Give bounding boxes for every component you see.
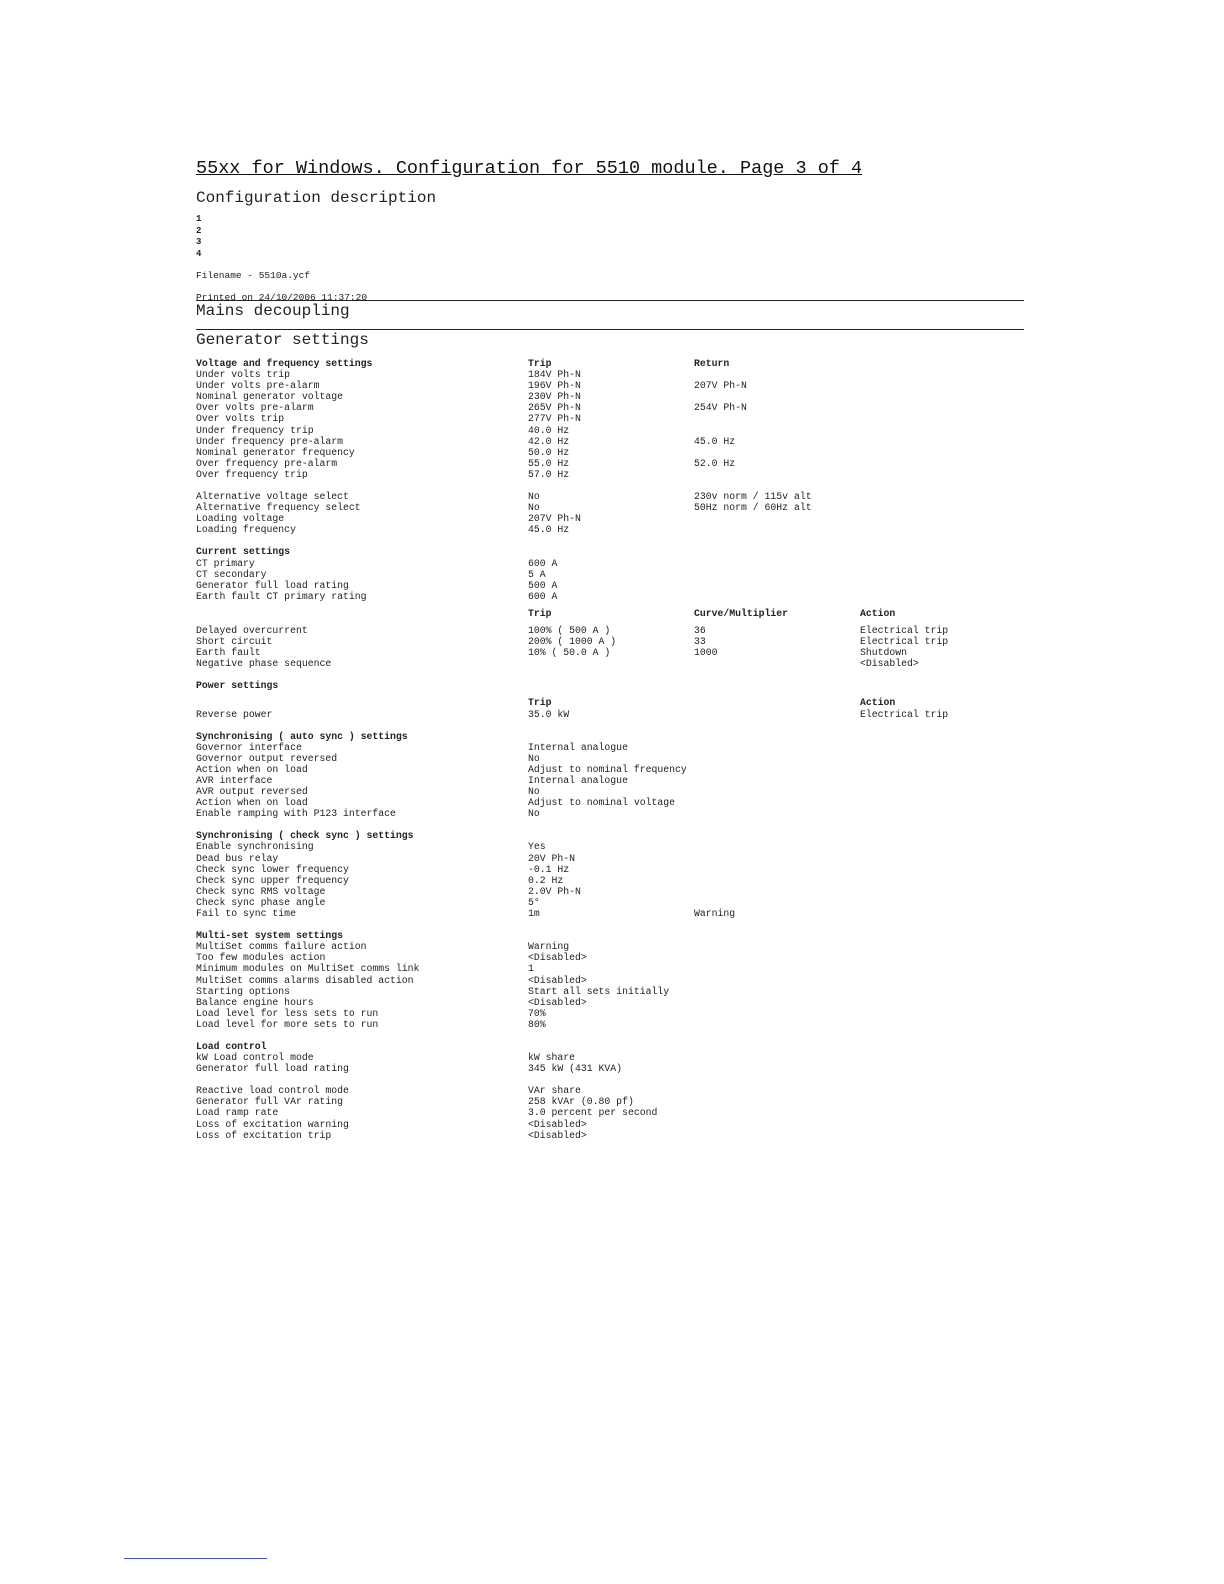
setting-label: kW Load control mode [196, 1052, 314, 1064]
setting-value: 55.0 Hz [528, 457, 570, 469]
setting-extra [694, 853, 860, 864]
table-row [196, 591, 1024, 602]
setting-label: Generator full load rating [196, 1063, 349, 1075]
page-title: 55xx for Windows. Configuration for 5510 module. Page 3 of 4 [196, 158, 863, 179]
column-header-trip: Trip [528, 697, 552, 709]
setting-label: Check sync RMS voltage [196, 885, 326, 897]
setting-label: Loading voltage [196, 513, 285, 525]
setting-value: 196V Ph-N [528, 380, 581, 392]
settings-table [196, 358, 1024, 1141]
setting-value: No [528, 502, 540, 514]
table-row [196, 1052, 1024, 1063]
setting-return [694, 469, 860, 480]
setting-extra [694, 886, 860, 897]
setting-value: 50.0 Hz [528, 446, 570, 458]
setting-value: 207V Ph-N [528, 513, 581, 525]
setting-label: Enable ramping with P123 interface [196, 808, 396, 820]
setting-label: Governor output reversed [196, 752, 338, 764]
setting-value: 200% ( 1000 A ) [528, 636, 617, 648]
setting-label: Loading frequency [196, 524, 296, 536]
setting-value: 277V Ph-N [528, 413, 581, 425]
setting-label: Loss of excitation trip [196, 1129, 332, 1141]
section-title-generator-settings: Generator settings [196, 329, 1024, 350]
column-header-action: Action [860, 697, 896, 709]
column-header-trip: Trip [528, 358, 552, 369]
setting-label: Under frequency trip [196, 424, 314, 436]
description-line: 2 [196, 225, 202, 236]
table-row [196, 491, 1024, 502]
setting-label: Check sync lower frequency [196, 863, 349, 875]
setting-label: AVR output reversed [196, 786, 308, 798]
setting-label: Check sync upper frequency [196, 874, 349, 886]
setting-label: Over volts pre-alarm [196, 402, 314, 414]
spacer [196, 535, 1024, 546]
setting-value: No [528, 786, 540, 798]
empty-cell [196, 608, 528, 619]
setting-value: kW share [528, 1052, 576, 1064]
setting-value: <Disabled> [528, 1129, 587, 1141]
section-heading: Synchronising ( check sync ) settings [196, 830, 414, 842]
spacer [196, 919, 1024, 930]
setting-curve [694, 658, 860, 669]
table-row [196, 636, 1024, 647]
table-row [196, 864, 1024, 875]
heading-row [196, 1041, 1024, 1052]
setting-extra: Warning [694, 908, 736, 920]
setting-value: Start all sets initially [528, 985, 670, 997]
table-row [196, 952, 1024, 963]
table-row [196, 1008, 1024, 1019]
setting-label: Alternative voltage select [196, 491, 349, 503]
table-row [196, 975, 1024, 986]
setting-value: <Disabled> [528, 996, 587, 1008]
setting-label: Short circuit [196, 636, 273, 648]
heading-row [196, 731, 1024, 742]
setting-value: 70% [528, 1007, 546, 1019]
table-row [196, 402, 1024, 413]
table-row [196, 1063, 1024, 1074]
setting-value: -0.1 Hz [528, 863, 570, 875]
description-line: 1 [196, 214, 202, 224]
setting-value: Internal analogue [528, 775, 628, 786]
footnote-rule [124, 1558, 267, 1559]
setting-label: Fail to sync time [196, 908, 296, 920]
setting-label: Balance engine hours [196, 996, 314, 1008]
setting-value: 10% ( 50.0 A ) [528, 647, 611, 659]
setting-label: Minimum modules on MultiSet comms link [196, 963, 420, 975]
setting-value: 600 A [528, 590, 558, 602]
setting-label: Reverse power [196, 708, 273, 720]
setting-extra [694, 875, 860, 886]
table-row [196, 986, 1024, 997]
setting-label: Over volts trip [196, 413, 285, 425]
setting-value: 265V Ph-N [528, 402, 581, 414]
table-row [196, 436, 1024, 447]
table-row [196, 753, 1024, 764]
setting-label: Nominal generator frequency [196, 446, 355, 458]
table-row [196, 841, 1024, 852]
setting-label: Check sync phase angle [196, 896, 326, 908]
setting-value: 80% [528, 1018, 546, 1030]
setting-value: 258 kVAr (0.80 pf) [528, 1096, 634, 1108]
setting-label: Under volts pre-alarm [196, 380, 320, 392]
setting-value: <Disabled> [528, 1118, 587, 1130]
setting-label: Load level for less sets to run [196, 1007, 379, 1019]
section-heading: Current settings [196, 546, 291, 558]
setting-action: Electrical trip [860, 624, 949, 636]
setting-label: Generator full VAr rating [196, 1096, 343, 1108]
setting-value: 57.0 Hz [528, 468, 570, 480]
setting-return [694, 425, 860, 436]
setting-label: Enable synchronising [196, 841, 314, 853]
table-row [196, 369, 1024, 380]
setting-value: Internal analogue [528, 741, 628, 753]
table-row [196, 413, 1024, 424]
setting-value: 184V Ph-N [528, 369, 581, 381]
table-row [196, 897, 1024, 908]
setting-label: CT secondary [196, 568, 267, 580]
table-row [196, 963, 1024, 974]
document-page [196, 158, 1024, 1141]
table-row [196, 853, 1024, 864]
setting-action: Electrical trip [860, 636, 949, 648]
setting-action: Electrical trip [860, 708, 949, 720]
setting-value: Adjust to nominal voltage [528, 797, 675, 809]
spacer [196, 720, 1024, 731]
setting-curve: 36 [694, 624, 706, 636]
setting-return [694, 369, 860, 380]
table-row [196, 458, 1024, 469]
setting-value: 2.0V Ph-N [528, 885, 581, 897]
section-heading: Multi-set system settings [196, 930, 343, 942]
setting-label: Load ramp rate [196, 1107, 279, 1119]
table-row [196, 875, 1024, 886]
heading-row [196, 358, 1024, 369]
table-row [196, 558, 1024, 569]
setting-value: Yes [528, 841, 546, 853]
setting-label: Starting options [196, 985, 291, 997]
setting-extra [694, 841, 860, 852]
table-row [196, 764, 1024, 775]
setting-value [528, 658, 694, 669]
table-row [196, 380, 1024, 391]
setting-value: 1 [528, 963, 534, 975]
setting-label: Alternative frequency select [196, 502, 361, 514]
table-row [196, 786, 1024, 797]
section-heading: Synchronising ( auto sync ) settings [196, 730, 408, 742]
table-row [196, 797, 1024, 808]
configuration-description-title: Configuration description [196, 189, 437, 207]
setting-return: 254V Ph-N [694, 402, 747, 414]
setting-value: 230V Ph-N [528, 391, 581, 403]
setting-value: 45.0 Hz [528, 524, 570, 536]
table-row [196, 625, 1024, 636]
setting-return [694, 524, 860, 535]
description-lines [196, 214, 1024, 260]
spacer [196, 1074, 1024, 1085]
setting-value: 40.0 Hz [528, 424, 570, 436]
empty-cell [196, 697, 528, 708]
table-row [196, 742, 1024, 753]
table-row [196, 886, 1024, 897]
setting-value: 42.0 Hz [528, 435, 570, 447]
column-header-curve: Curve/Multiplier [694, 607, 789, 619]
setting-label: Action when on load [196, 763, 308, 775]
setting-label: Nominal generator voltage [196, 391, 343, 403]
setting-action: Shutdown [860, 647, 908, 659]
setting-extra [694, 864, 860, 875]
setting-label: MultiSet comms alarms disabled action [196, 974, 414, 986]
setting-value: 600 A [528, 557, 558, 569]
setting-label: AVR interface [196, 775, 273, 786]
table-row [196, 1119, 1024, 1130]
filename-text: Filename - 5510a.ycf [196, 270, 311, 281]
heading-row [196, 830, 1024, 841]
setting-label: Delayed overcurrent [196, 624, 308, 636]
table-row [196, 447, 1024, 458]
setting-label: Load level for more sets to run [196, 1018, 379, 1030]
spacer [196, 669, 1024, 680]
setting-value: VAr share [528, 1085, 581, 1097]
table-row [196, 502, 1024, 513]
setting-label: Earth fault [196, 647, 261, 659]
section-title-mains-decoupling: Mains decoupling [196, 300, 1024, 321]
table-row [196, 808, 1024, 819]
setting-value: Warning [528, 941, 570, 953]
empty-cell [694, 697, 860, 708]
table-row [196, 1085, 1024, 1096]
setting-label: Governor interface [196, 741, 302, 753]
empty-cell [694, 709, 860, 720]
heading-row [196, 680, 1024, 691]
setting-label: Generator full load rating [196, 579, 349, 591]
spacer [196, 480, 1024, 491]
spacer [196, 1030, 1024, 1041]
description-line: 4 [196, 248, 202, 259]
setting-value: 345 kW (431 KVA) [528, 1063, 623, 1075]
setting-value: <Disabled> [528, 974, 587, 986]
table-row [196, 1019, 1024, 1030]
heading-row [196, 930, 1024, 941]
setting-label: Reactive load control mode [196, 1085, 349, 1097]
setting-value: 500 A [528, 579, 558, 591]
spacer [196, 819, 1024, 830]
setting-value: 0.2 Hz [528, 874, 564, 886]
table-row [196, 513, 1024, 524]
heading-row [196, 697, 1024, 708]
setting-value: Adjust to nominal frequency [528, 763, 687, 775]
setting-curve: 33 [694, 636, 706, 648]
setting-value: 5° [528, 896, 540, 908]
printed-timestamp: Printed on 24/10/2006 11:37:20 [196, 292, 368, 303]
setting-value: 100% ( 500 A ) [528, 624, 611, 636]
table-row [196, 647, 1024, 658]
table-row [196, 1130, 1024, 1141]
setting-value: 1m [528, 908, 540, 920]
setting-return [694, 447, 860, 458]
setting-label: Loss of excitation warning [196, 1118, 349, 1130]
table-row [196, 775, 1024, 786]
setting-label: Earth fault CT primary rating [196, 590, 367, 602]
setting-label: MultiSet comms failure action [196, 941, 367, 953]
setting-value: No [528, 491, 540, 503]
setting-return [694, 413, 860, 424]
table-row [196, 580, 1024, 591]
column-header-return: Return [694, 358, 730, 369]
column-header-action: Action [860, 607, 896, 619]
table-row [196, 997, 1024, 1008]
setting-value: <Disabled> [528, 952, 587, 964]
setting-return: 207V Ph-N [694, 380, 747, 392]
setting-value: 3.0 percent per second [528, 1107, 658, 1119]
section-heading: Voltage and frequency settings [196, 358, 373, 369]
setting-value: 35.0 kW [528, 708, 570, 720]
setting-label: CT primary [196, 557, 255, 569]
setting-return: 230v norm / 115v alt [694, 491, 812, 503]
column-header-trip: Trip [528, 607, 552, 619]
setting-label: Over frequency trip [196, 468, 308, 480]
setting-value: No [528, 808, 540, 820]
setting-curve: 1000 [694, 647, 718, 659]
setting-action: <Disabled> [860, 658, 919, 670]
table-row [196, 391, 1024, 402]
table-row [196, 908, 1024, 919]
setting-label: Dead bus relay [196, 852, 279, 864]
section-heading: Load control [196, 1040, 267, 1052]
table-row [196, 941, 1024, 952]
setting-label: Too few modules action [196, 952, 326, 964]
setting-label: Under frequency pre-alarm [196, 435, 343, 447]
table-row [196, 658, 1024, 669]
setting-value: 20V Ph-N [528, 852, 576, 864]
table-row [196, 1107, 1024, 1118]
setting-return: 45.0 Hz [694, 435, 736, 447]
setting-extra [694, 897, 860, 908]
heading-row [196, 546, 1024, 557]
setting-label: Under volts trip [196, 369, 291, 381]
table-row [196, 425, 1024, 436]
setting-return: 50Hz norm / 60Hz alt [694, 502, 812, 514]
heading-row [196, 608, 1024, 619]
setting-return [694, 513, 860, 524]
table-row [196, 709, 1024, 720]
table-row [196, 569, 1024, 580]
setting-value: 5 A [528, 568, 546, 580]
table-row [196, 469, 1024, 480]
setting-label: Negative phase sequence [196, 658, 332, 670]
table-row [196, 1096, 1024, 1107]
setting-return: 52.0 Hz [694, 457, 736, 469]
description-line: 3 [196, 237, 202, 247]
setting-value: No [528, 752, 540, 764]
setting-return [694, 391, 860, 402]
setting-label: Action when on load [196, 797, 308, 809]
setting-label: Over frequency pre-alarm [196, 457, 338, 469]
table-row [196, 524, 1024, 535]
section-heading: Power settings [196, 680, 279, 692]
